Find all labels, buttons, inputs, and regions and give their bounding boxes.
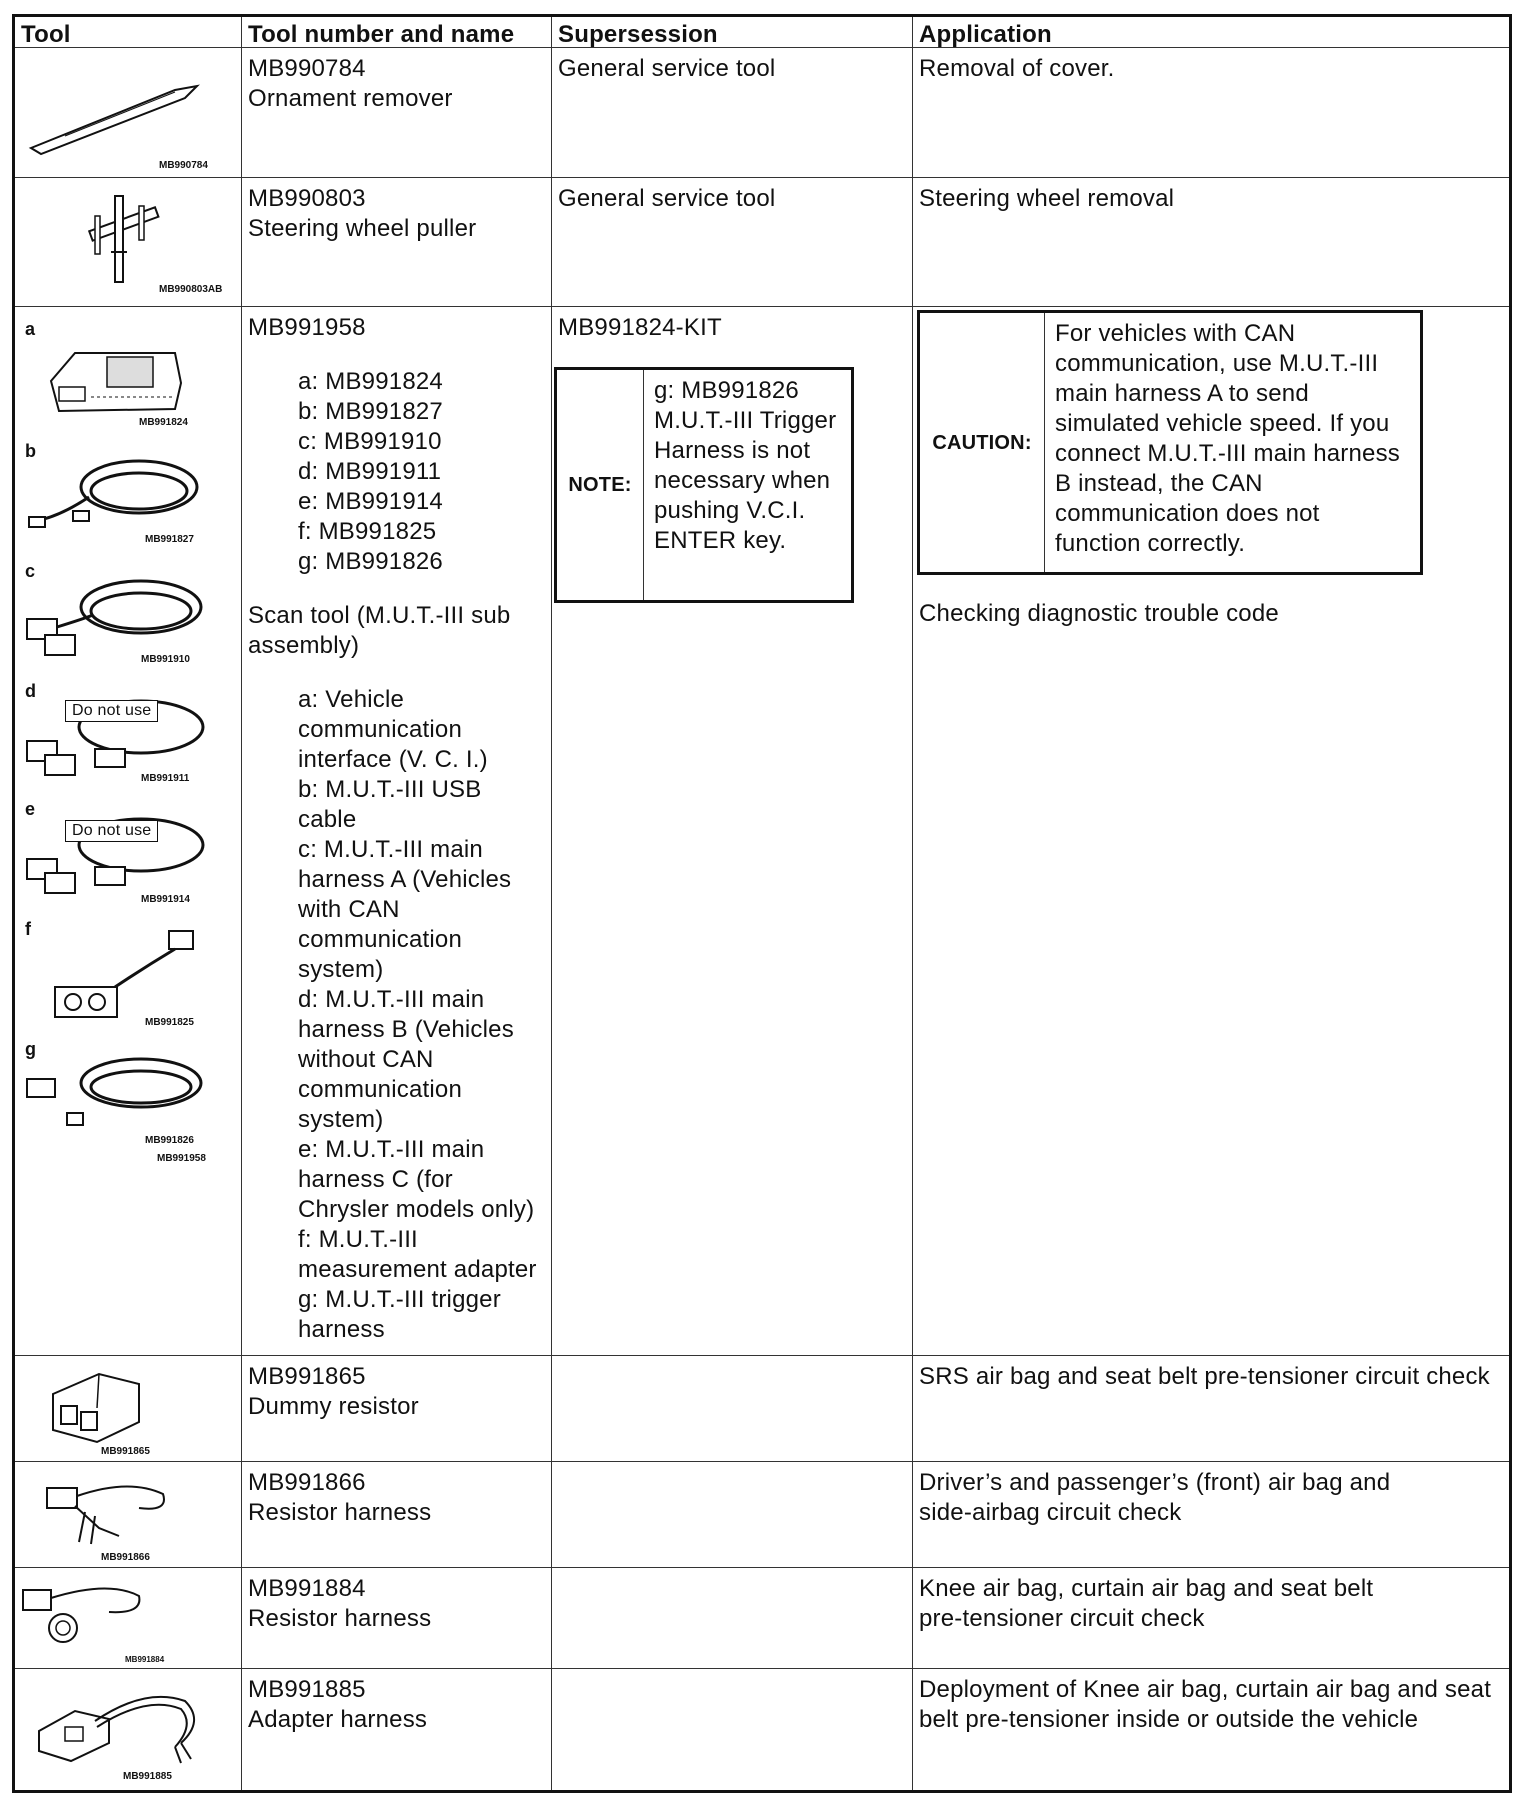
vci-device-icon (45, 331, 185, 421)
kit-item: a: MB991824 (298, 368, 443, 395)
kit-item: e: MB991914 (298, 488, 443, 515)
application-cell (913, 1462, 1509, 1567)
application-cell (913, 1356, 1509, 1461)
adapter-harness-icon (35, 1681, 205, 1771)
table-row (15, 48, 1509, 178)
tool-number: MB991885 (248, 1676, 366, 1703)
kit-item: d: MB991911 (298, 458, 442, 485)
image-caption: MB991825 (145, 1017, 194, 1028)
supersession-cell: General service tool (552, 178, 913, 306)
tool-number-cell (242, 178, 552, 306)
table-header-row (15, 17, 1509, 48)
image-letter: g (25, 1039, 37, 1059)
tool-name: Dummy resistor (248, 1393, 419, 1420)
header-application: Application (919, 21, 1052, 48)
image-caption: MB990784 (159, 160, 208, 171)
tool-name: Ornament remover (248, 85, 453, 112)
component-item: d: M.U.T.-III main harness B (Vehicles without CAN communication system) (298, 986, 514, 1133)
component-item: f: M.U.T.-III measurement adapter (298, 1226, 537, 1283)
caution-box (917, 310, 1423, 575)
note-label: NOTE: (557, 370, 644, 600)
caution-text: For vehicles with CAN communication, use M.U.T.-III main harness A to send simulated vehicle speed. If you connect M.U.T.-III main harness B instead, the CAN communication does not function correctly. (1055, 320, 1400, 557)
image-caption: MB991914 (141, 894, 190, 905)
tool-name: Adapter harness (248, 1706, 428, 1733)
steering-wheel-puller-icon (81, 192, 201, 292)
image-letter: d (25, 681, 37, 701)
tool-number: MB991958 (248, 314, 366, 341)
tool-number: MB991884 (248, 1575, 366, 1602)
table-row (15, 1462, 1509, 1568)
supersession-cell (552, 1669, 913, 1790)
table-row (15, 1669, 1509, 1790)
special-tools-table (12, 14, 1512, 1793)
tool-name: Resistor harness (248, 1499, 432, 1526)
trigger-harness-icon (23, 1049, 213, 1139)
kit-item: b: MB991827 (298, 398, 443, 425)
component-item: c: M.U.T.-III main harness A (Vehicles with CAN communication system) (298, 836, 512, 983)
tool-number-cell (242, 1462, 552, 1567)
tool-image-cell (15, 48, 242, 177)
image-letter: e (25, 799, 36, 819)
image-caption: MB991826 (145, 1135, 194, 1146)
table-row (15, 1568, 1509, 1669)
application-text: Checking diagnostic trouble code (919, 600, 1279, 627)
tool-image-cell (15, 307, 242, 1355)
main-harness-a-icon (23, 569, 213, 659)
table-row (15, 307, 1509, 1356)
header-tool: Tool (15, 17, 242, 47)
image-caption: MB991884 (125, 1655, 165, 1664)
supersession-cell (552, 1356, 913, 1461)
image-caption: MB990803AB (159, 284, 223, 295)
image-letter: a (25, 319, 36, 339)
note-text: g: MB991826 M.U.T.-III Trigger Harness is not necessary when pushing V.C.I. ENTER key. (654, 377, 837, 554)
image-letter: c (25, 561, 36, 581)
image-caption: MB991824 (139, 417, 188, 428)
tool-number-cell (242, 307, 552, 1355)
component-item: a: Vehicle communication interface (V. C. I.) (298, 686, 488, 773)
tool-number: MB991866 (248, 1469, 366, 1496)
tool-number-cell (242, 1356, 552, 1461)
component-item: e: M.U.T.-III main harness C (for Chrysler models only) (298, 1136, 535, 1223)
image-caption: MB991866 (101, 1552, 150, 1563)
image-letter: f (25, 919, 32, 939)
ornament-remover-icon (25, 58, 225, 158)
tool-image-cell (15, 1669, 242, 1790)
supersession-value: MB991824-KIT (558, 314, 722, 341)
header-tool-number: Tool number and name (242, 17, 552, 47)
kit-item: f: MB991825 (298, 518, 437, 545)
caution-label: CAUTION: (920, 313, 1045, 572)
tool-image-cell (15, 178, 242, 306)
application-text: pre-tensioner circuit check (919, 1605, 1205, 1632)
application-text: Driver’s and passenger’s (front) air bag and (919, 1469, 1391, 1496)
supersession-cell: General service tool (552, 48, 913, 177)
tool-number: MB990784 (248, 55, 366, 82)
header-supersession: Supersession (552, 17, 913, 47)
application-cell: Removal of cover. (919, 55, 1115, 82)
application-text: side-airbag circuit check (919, 1499, 1182, 1526)
tool-number-cell (242, 1669, 552, 1790)
image-caption: MB991865 (101, 1446, 150, 1457)
application-cell: Steering wheel removal (919, 185, 1175, 212)
supersession-cell (552, 307, 913, 1355)
image-caption: MB991885 (123, 1771, 172, 1782)
component-item: g: M.U.T.-III trigger harness (298, 1286, 501, 1343)
tool-name: Resistor harness (248, 1605, 432, 1632)
tool-number-cell (242, 48, 552, 177)
scan-tool-label: Scan tool (M.U.T.-III sub assembly) (248, 602, 511, 659)
application-text: Deployment of Knee air bag, curtain air bag and seat (919, 1676, 1492, 1703)
component-item: b: M.U.T.-III USB cable (298, 776, 482, 833)
application-text: SRS air bag and seat belt pre-tensioner circuit check (919, 1363, 1490, 1390)
usb-cable-icon (29, 447, 209, 537)
kit-item: c: MB991910 (298, 428, 442, 455)
do-not-use-tag: Do not use (65, 820, 158, 842)
tool-number-cell (242, 1568, 552, 1668)
dummy-resistor-icon (39, 1368, 149, 1448)
image-caption: MB991911 (141, 773, 190, 784)
tool-image-cell (15, 1462, 242, 1567)
application-cell (913, 1669, 1509, 1790)
application-text: Knee air bag, curtain air bag and seat belt (919, 1575, 1374, 1602)
table-row (15, 1356, 1509, 1462)
table-row (15, 178, 1509, 307)
image-caption: MB991910 (141, 654, 190, 665)
supersession-cell (552, 1462, 913, 1567)
note-box (554, 367, 854, 603)
image-caption: MB991827 (145, 534, 194, 545)
tool-number: MB991865 (248, 1363, 366, 1390)
supersession-cell (552, 1568, 913, 1668)
measurement-adapter-icon (35, 927, 215, 1027)
image-letter: b (25, 441, 37, 461)
tool-number: MB990803 (248, 185, 366, 212)
tool-name: Steering wheel puller (248, 215, 477, 242)
resistor-harness-icon (39, 1472, 179, 1552)
tool-image-cell (15, 1356, 242, 1461)
set-caption: MB991958 (157, 1153, 206, 1164)
application-cell (913, 1568, 1509, 1668)
resistor-harness-icon (19, 1576, 159, 1656)
tool-image-cell (15, 1568, 242, 1668)
application-cell (913, 307, 1509, 1355)
do-not-use-tag: Do not use (65, 700, 158, 722)
application-text: belt pre-tensioner inside or outside the vehicle (919, 1706, 1419, 1733)
kit-item: g: MB991826 (298, 548, 443, 575)
